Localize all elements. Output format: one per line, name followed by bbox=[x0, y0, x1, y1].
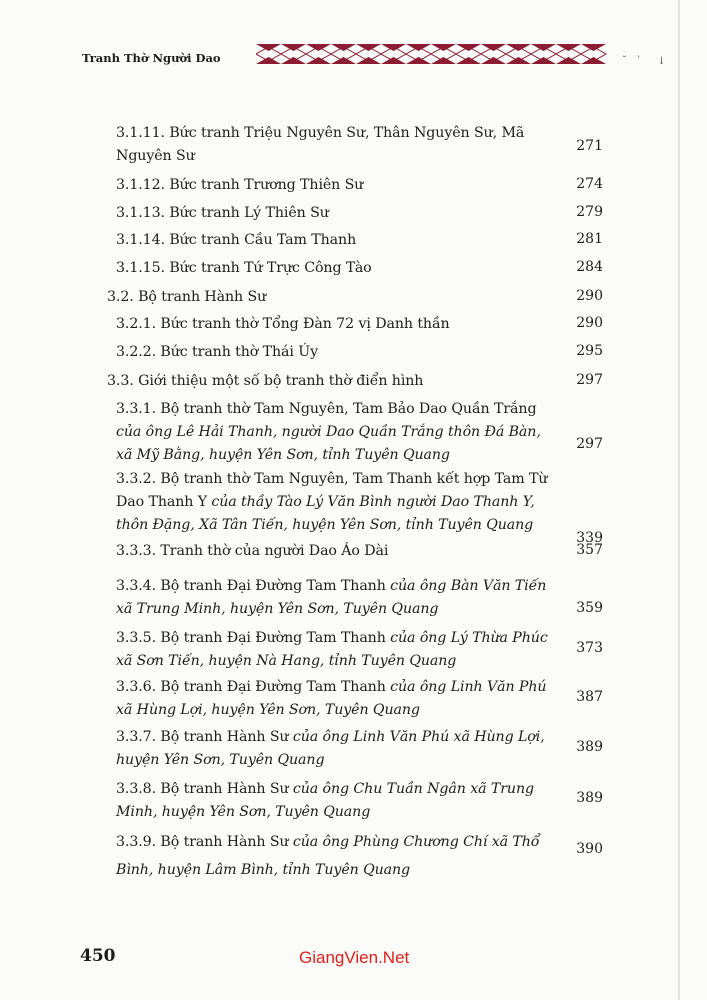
toc-page-number: 389 bbox=[576, 739, 603, 755]
toc-entry bbox=[116, 726, 556, 772]
page-edge bbox=[678, 0, 680, 1000]
toc-entry-title: 3.2. Bộ tranh Hành Sư bbox=[107, 289, 267, 305]
toc-page-number: 359 bbox=[576, 600, 603, 616]
toc-page-number: 281 bbox=[576, 231, 603, 247]
toc-entry bbox=[116, 575, 556, 621]
toc-page-number: 290 bbox=[576, 315, 603, 331]
toc-entry bbox=[107, 370, 547, 393]
toc-entry bbox=[116, 468, 556, 537]
toc-page-number: 357 bbox=[576, 542, 603, 558]
scan-marks: ˘ ` ↓ bbox=[622, 56, 666, 67]
toc-page-number: 389 bbox=[576, 790, 603, 806]
toc-entry-title: 3.3.2. Bộ tranh thờ Tam Nguyên, Tam Thanh kết hợp Tam Từ Dao Thanh Y bbox=[116, 471, 548, 510]
toc-entry bbox=[116, 122, 556, 168]
toc-entry bbox=[116, 398, 556, 467]
toc-page-number: 274 bbox=[576, 176, 603, 192]
toc-entry-attribution: của ông Lý Thừa Phúc xã Sơn Tiến, huyện Nà Hang, tỉnh Tuyên Quang bbox=[116, 630, 548, 669]
page-number: 450 bbox=[80, 946, 116, 966]
toc-page-number: 297 bbox=[576, 436, 603, 452]
toc-page-number: 390 bbox=[576, 841, 603, 857]
toc-entry bbox=[116, 627, 556, 673]
toc-entry bbox=[116, 341, 556, 364]
toc-page-number: 339 bbox=[576, 530, 603, 546]
toc-entry-title: 3.2.1. Bức tranh thờ Tổng Đàn 72 vị Danh thần bbox=[116, 316, 450, 332]
toc-entry-attribution: của ông Lê Hải Thanh, người Dao Quần Trắng thôn Đá Bàn, xã Mỹ Bằng, huyện Yên Sơn, tỉnh Tuyên Quang bbox=[116, 424, 541, 463]
toc-page-number: 295 bbox=[576, 343, 603, 359]
toc-entry-title: 3.3.3. Tranh thờ của người Dao Áo Dài bbox=[116, 543, 389, 559]
toc-page-number: 271 bbox=[576, 138, 603, 154]
toc-entry-attribution: của ông Bàn Văn Tiến xã Trung Minh, huyện Yên Sơn, Tuyên Quang bbox=[116, 578, 547, 617]
toc-entry-title: 3.3.4. Bộ tranh Đại Đường Tam Thanh bbox=[116, 578, 391, 594]
toc-entry-title: 3.1.12. Bức tranh Trương Thiên Sư bbox=[116, 177, 364, 193]
toc-entry-title: 3.3.5. Bộ tranh Đại Đường Tam Thanh bbox=[116, 630, 391, 646]
toc-page-number: 290 bbox=[576, 288, 603, 304]
decorative-band bbox=[256, 44, 608, 64]
toc-entry bbox=[116, 257, 556, 280]
toc-entry bbox=[116, 229, 556, 252]
toc-entry bbox=[116, 313, 556, 336]
toc-entry-title: 3.3.7. Bộ tranh Hành Sư bbox=[116, 729, 293, 745]
toc-entry-attribution: của ông Phùng Chương Chí xã Thổ Bình, huyện Lâm Bình, tỉnh Tuyên Quang bbox=[116, 834, 540, 878]
toc-entry-attribution: của ông Chu Tuần Ngân xã Trung Minh, huyện Yên Sơn, Tuyên Quang bbox=[116, 781, 534, 820]
toc-page-number: 279 bbox=[576, 204, 603, 220]
toc-entry bbox=[116, 202, 556, 225]
toc-entry-title: 3.1.11. Bức tranh Triệu Nguyên Sư, Thân Nguyên Sư, Mã Nguyên Sư bbox=[116, 125, 525, 164]
toc-page-number: 284 bbox=[576, 259, 603, 275]
toc-entry bbox=[116, 778, 556, 824]
running-header-title: Tranh Thờ Người Dao bbox=[82, 51, 221, 65]
toc-entry-title: 3.3.1. Bộ tranh thờ Tam Nguyên, Tam Bảo Dao Quần Trắng bbox=[116, 401, 537, 417]
toc-page-number: 387 bbox=[576, 689, 603, 705]
toc-entry-title: 3.3.8. Bộ tranh Hành Sư bbox=[116, 781, 293, 797]
toc-page-number: 297 bbox=[576, 372, 603, 388]
toc-entry-title: 3.3.9. Bộ tranh Hành Sư bbox=[116, 834, 293, 850]
toc-entry bbox=[116, 828, 556, 884]
toc-entry bbox=[116, 174, 556, 197]
toc-entry-title: 3.3. Giới thiệu một số bộ tranh thờ điển hình bbox=[107, 373, 424, 389]
toc-entry bbox=[116, 676, 556, 722]
toc-entry-attribution: của ông Linh Văn Phú xã Hùng Lợi, huyện Yên Sơn, Tuyên Quang bbox=[116, 679, 547, 718]
toc-page-number: 373 bbox=[576, 640, 603, 656]
toc-entry-title: 3.1.15. Bức tranh Tứ Trực Công Tào bbox=[116, 260, 372, 276]
toc-entry-title: 3.3.6. Bộ tranh Đại Đường Tam Thanh bbox=[116, 679, 391, 695]
toc-entry-title: 3.2.2. Bức tranh thờ Thái Úy bbox=[116, 344, 319, 360]
watermark: GiangVien.Net bbox=[299, 948, 410, 967]
toc-entry-title: 3.1.13. Bức tranh Lý Thiên Sư bbox=[116, 205, 329, 221]
toc-entry-attribution: của thầy Tào Lý Văn Bình người Dao Thanh Y, thôn Đặng, Xã Tân Tiến, huyện Yên Sơn, tỉnh Tuyên Quang bbox=[116, 494, 535, 533]
toc-entry bbox=[116, 540, 556, 563]
toc-entry-attribution: của ông Linh Văn Phú xã Hùng Lợi, huyện Yên Sơn, Tuyên Quang bbox=[116, 729, 545, 768]
toc-entry-title: 3.1.14. Bức tranh Cầu Tam Thanh bbox=[116, 232, 357, 248]
toc-entry bbox=[107, 286, 547, 309]
